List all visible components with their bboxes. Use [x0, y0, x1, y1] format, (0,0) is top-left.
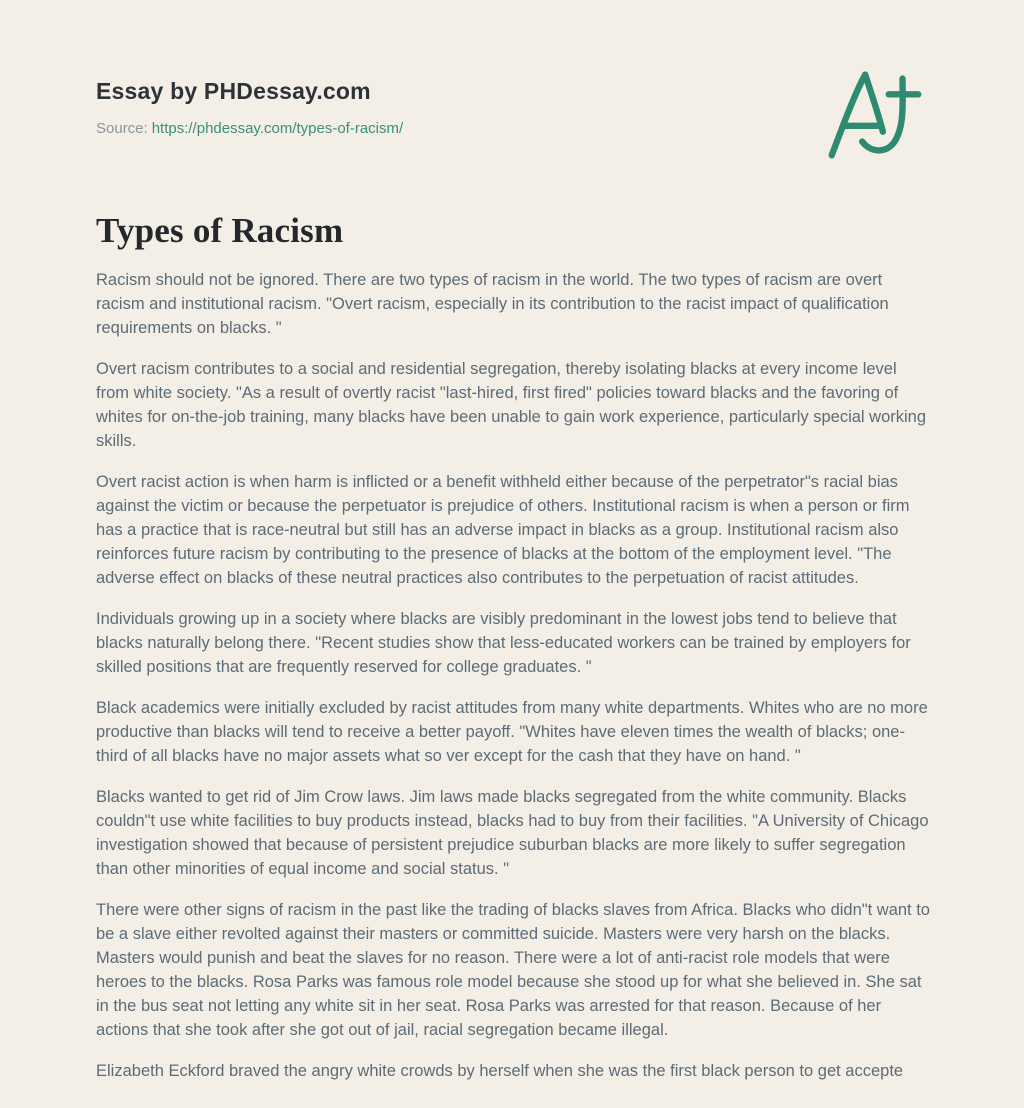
essay-paragraph: Overt racism contributes to a social and residential segregation, thereby isolating blacks at every income level from white society. "As a result of overtly racist "last-hired, first fired" policies toward blacks and the favoring of whites for on-the-job training, many blacks have been unable to gain work experience, particularly special working skills. [96, 360, 927, 450]
source-line [96, 120, 930, 137]
essay-content [96, 211, 930, 1083]
essay-paragraph: Black academics were initially excluded by racist attitudes from many white departments. Whites who are no more productive than blacks will tend to receive a better payoff. "Whites have eleven times the wealth of blacks; one-third of all blacks have no major assets what so ver except for the cash that they have on hand. " [96, 699, 928, 765]
essay-paragraph: Elizabeth Eckford braved the angry white crowds by herself when she was the first black person to get accepte [96, 1062, 904, 1080]
essay-body [96, 268, 930, 1083]
essay-paragraph: Individuals growing up in a society where blacks are visibly predominant in the lowest jobs tend to believe that blacks naturally belong there. "Recent studies show that less-educated workers can be trained by employers for skilled positions that are frequently reserved for college graduates. " [96, 610, 911, 676]
essay-paragraph: Overt racist action is when harm is inflicted or a benefit withheld either because of the perpetrator"s racial bias against the victim or because the perpetuator is prejudice of others. Institutional racism is when a person or firm has a practice that is race-neutral but still has an adverse impact in blacks as a group. Institutional racism also reinforces future racism by contributing to the presence of blacks at the bottom of the employment level. "The adverse effect on blacks of these neutral practices also contributes to the perpetuation of racist attitudes. [96, 473, 910, 587]
essay-paragraph: There were other signs of racism in the past like the trading of blacks slaves from Africa. Blacks who didn"t want to be a slave either revolted against their masters or committed suicide. Masters were very harsh on the blacks. Masters would punish and beat the slaves for no reason. There were a lot of anti-racist role models that were heroes to the blacks. Rosa Parks was famous role model because she stood up for what she believed in. She sat in the bus seat not letting any white sit in her seat. Rosa Parks was arrested for that reason. Because of her actions that she took after she got out of jail, racial segregation became illegal. [96, 901, 930, 1039]
site-brand-heading: Essay by PHDessay.com [96, 78, 371, 104]
source-label: Source: [96, 120, 148, 137]
page-header [96, 0, 930, 137]
phdessay-a-plus-logo-icon [816, 64, 934, 164]
source-link[interactable]: https://phdessay.com/types-of-racism/ [151, 120, 404, 137]
essay-title: Types of Racism [96, 211, 344, 250]
essay-paragraph: Racism should not be ignored. There are two types of racism in the world. The two types of racism are overt racism and institutional racism. "Overt racism, especially in its contribution to the racist impact of qualification requirements on blacks. " [96, 271, 889, 337]
essay-paragraph: Blacks wanted to get rid of Jim Crow laws. Jim laws made blacks segregated from the white community. Blacks couldn"t use white facilities to buy products instead, blacks had to buy from their facilities. "A University of Chicago investigation showed that because of persistent prejudice suburban blacks are more likely to suffer segregation than other minorities of equal income and social status. " [96, 788, 929, 878]
